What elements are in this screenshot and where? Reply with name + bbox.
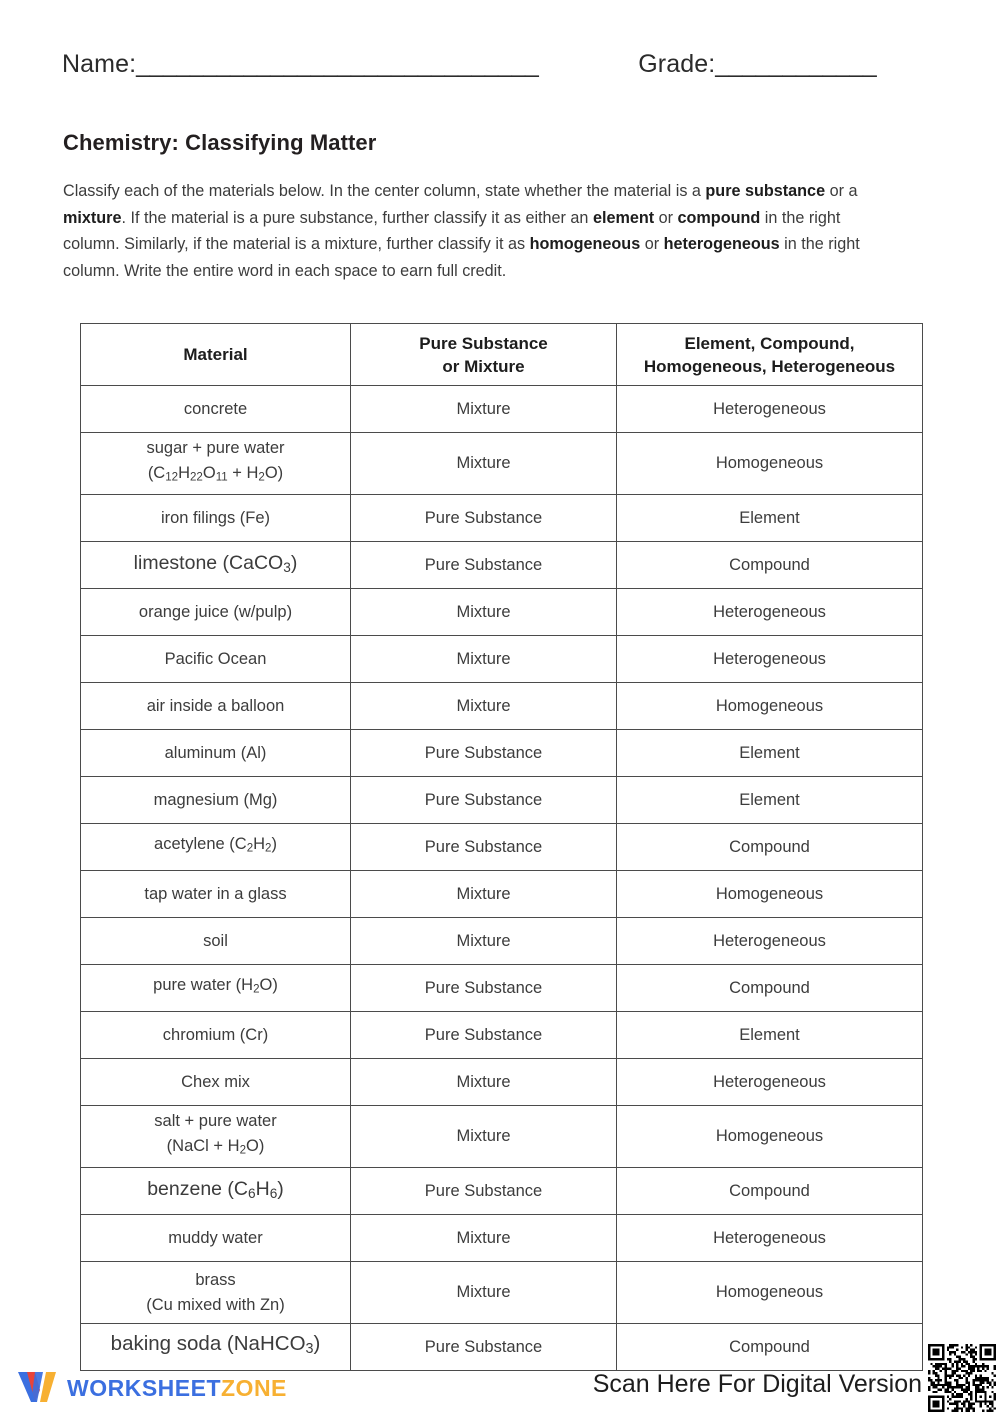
material-line: aluminum (Al) [164, 743, 267, 762]
cell-subtype[interactable]: Homogeneous [617, 683, 923, 730]
name-field[interactable] [62, 50, 538, 79]
table-row [81, 1168, 923, 1215]
cell-classification[interactable]: Mixture [351, 1106, 617, 1168]
cell-classification[interactable]: Mixture [351, 683, 617, 730]
cell-classification[interactable]: Mixture [351, 433, 617, 495]
name-blank-line: ______________________________ [136, 50, 539, 78]
table-body [81, 386, 923, 1371]
table-row [81, 730, 923, 777]
instruction-text: in the right column. Similarly, if the material is a mixture, further classify it as [63, 208, 841, 254]
instruction-keyword: element [592, 208, 655, 227]
instruction-keyword: pure substance [705, 182, 826, 200]
material-line: $(C_{12}H_{22}O_{11} + H_2O)$ [147, 464, 284, 484]
cell-material [81, 824, 351, 871]
cell-classification[interactable]: Mixture [351, 589, 617, 636]
cell-subtype[interactable]: Element [617, 495, 923, 542]
material-line: air inside a balloon [146, 696, 285, 715]
cell-subtype[interactable]: Heterogeneous [617, 589, 923, 636]
qr-code-icon[interactable] [928, 1344, 996, 1412]
material-line: sugar + pure water [146, 439, 285, 458]
cell-classification[interactable]: Pure Substance [351, 1012, 617, 1059]
table-row [81, 589, 923, 636]
material-line: acetylene $(C_2H_2)$ [154, 835, 277, 855]
cell-classification[interactable]: Pure Substance [351, 1168, 617, 1215]
table-row [81, 1262, 923, 1324]
cell-material [81, 1262, 351, 1324]
scan-instruction-text: Scan Here For Digital Version [592, 1370, 922, 1398]
instruction-text: in the right column. Write the entire word in each space to earn full credit. [63, 235, 860, 280]
material-line: muddy water [168, 1228, 263, 1247]
cell-material [81, 542, 351, 589]
instruction-keyword: mixture [63, 208, 122, 227]
column-header-material [81, 324, 351, 386]
cell-classification[interactable]: Pure Substance [351, 495, 617, 542]
cell-classification[interactable]: Mixture [351, 386, 617, 433]
classification-table-wrapper [80, 323, 922, 1371]
cell-subtype[interactable]: Heterogeneous [617, 386, 923, 433]
table-row [81, 1106, 923, 1168]
name-label: Name: [62, 50, 137, 78]
cell-material [81, 918, 351, 965]
cell-material [81, 1012, 351, 1059]
cell-classification[interactable]: Pure Substance [351, 542, 617, 589]
table-row [81, 433, 923, 495]
grade-blank-line: ____________ [715, 50, 877, 78]
table-row [81, 777, 923, 824]
material-line: iron filings (Fe) [160, 508, 271, 527]
cell-subtype[interactable]: Heterogeneous [617, 1215, 923, 1262]
table-row [81, 1215, 923, 1262]
cell-subtype[interactable]: Compound [617, 1168, 923, 1215]
instruction-text: or [654, 208, 678, 227]
grade-field[interactable] [638, 50, 876, 79]
instruction-keyword: homogeneous [529, 235, 641, 254]
cell-material [81, 495, 351, 542]
table-header-row [81, 324, 923, 386]
material-line: baking soda (NaHCO$_3$) [110, 1332, 321, 1358]
cell-classification[interactable]: Pure Substance [351, 1324, 617, 1371]
cell-material [81, 433, 351, 495]
table-row [81, 386, 923, 433]
cell-subtype[interactable]: Element [617, 730, 923, 777]
cell-classification[interactable]: Mixture [351, 918, 617, 965]
material-line: Pacific Ocean [164, 649, 267, 668]
cell-subtype[interactable]: Compound [617, 542, 923, 589]
cell-material [81, 965, 351, 1012]
instruction-text: Classify each of the materials below. In the center column, state whether the material is a [63, 182, 706, 200]
cell-classification[interactable]: Pure Substance [351, 965, 617, 1012]
cell-subtype[interactable]: Homogeneous [617, 433, 923, 495]
material-line: Chex mix [181, 1072, 250, 1091]
cell-classification[interactable]: Mixture [351, 1215, 617, 1262]
cell-classification[interactable]: Mixture [351, 1262, 617, 1324]
table-row [81, 542, 923, 589]
cell-subtype[interactable]: Element [617, 777, 923, 824]
table-row [81, 1324, 923, 1371]
column-header-element-compound-homogeneous-heterogeneous [617, 324, 923, 386]
instruction-text: or a [825, 182, 858, 200]
table-row [81, 965, 923, 1012]
column-header-pure-substance-or-mixture [351, 324, 617, 386]
cell-subtype[interactable]: Homogeneous [617, 1106, 923, 1168]
material-line: (Cu mixed with Zn) [146, 1295, 285, 1314]
column-header-col3-line2: Homogeneous, Heterogeneous [643, 356, 896, 376]
worksheet-zone-logo[interactable] [16, 1368, 287, 1408]
logo-w-mark-icon [16, 1368, 60, 1408]
table-row [81, 918, 923, 965]
material-line: chromium (Cr) [162, 1025, 269, 1044]
table-row [81, 871, 923, 918]
material-line: concrete [183, 399, 248, 418]
table-row [81, 683, 923, 730]
table-row [81, 636, 923, 683]
page-title: Chemistry: Classifying Matter [63, 130, 377, 155]
material-line: soil [203, 931, 228, 950]
instruction-text: or [640, 235, 664, 254]
cell-material [81, 871, 351, 918]
cell-subtype[interactable]: Homogeneous [617, 871, 923, 918]
logo-wordmark [67, 1375, 287, 1402]
cell-classification[interactable]: Pure Substance [351, 730, 617, 777]
cell-material [81, 1106, 351, 1168]
cell-subtype[interactable]: Heterogeneous [617, 1059, 923, 1106]
material-line: orange juice (w/pulp) [138, 602, 293, 621]
material-line: tap water in a glass [144, 884, 287, 903]
qr-code-graphic [928, 1344, 996, 1412]
cell-subtype[interactable]: Homogeneous [617, 1262, 923, 1324]
logo-word-zone: ZONE [221, 1374, 287, 1401]
cell-material [81, 1168, 351, 1215]
cell-subtype[interactable]: Heterogeneous [617, 636, 923, 683]
table-header [81, 324, 923, 386]
cell-material [81, 730, 351, 777]
instruction-keyword: heterogeneous [663, 235, 780, 254]
material-line: limestone (CaCO$_3$) [133, 551, 298, 575]
cell-classification[interactable]: Mixture [351, 1059, 617, 1106]
table-row [81, 1059, 923, 1106]
cell-material [81, 636, 351, 683]
material-line: salt + pure water [154, 1112, 277, 1131]
cell-material [81, 683, 351, 730]
table-row [81, 1012, 923, 1059]
page-footer [0, 1366, 1000, 1414]
column-header-col3-line1: Element, Compound, [684, 333, 855, 353]
column-header-col2-line1: Pure Substance [419, 333, 548, 353]
classification-table [80, 323, 923, 1371]
cell-subtype[interactable]: Heterogeneous [617, 918, 923, 965]
cell-classification[interactable]: Mixture [351, 636, 617, 683]
cell-classification[interactable]: Pure Substance [351, 777, 617, 824]
cell-subtype[interactable]: Compound [617, 1324, 923, 1371]
cell-material [81, 777, 351, 824]
material-line: magnesium (Mg) [153, 790, 278, 809]
cell-material [81, 1059, 351, 1106]
table-row [81, 495, 923, 542]
column-header-col2-line2: or Mixture [442, 356, 525, 376]
column-header-material-line1: Material [183, 345, 248, 364]
instructions-paragraph [63, 178, 875, 284]
cell-subtype[interactable]: Element [617, 1012, 923, 1059]
cell-subtype[interactable]: Compound [617, 824, 923, 871]
cell-material [81, 1324, 351, 1371]
instruction-keyword: compound [677, 208, 761, 227]
material-line: benzene $(C_6H_6)$ [147, 1177, 284, 1201]
instruction-text: . If the material is a pure substance, further classify it as either an [121, 208, 593, 227]
student-info-row [62, 50, 938, 79]
cell-material [81, 386, 351, 433]
cell-subtype[interactable]: Compound [617, 965, 923, 1012]
cell-material [81, 1215, 351, 1262]
logo-word-worksheet: WORKSHEET [67, 1374, 221, 1401]
cell-classification[interactable]: Mixture [351, 871, 617, 918]
material-line: brass [195, 1270, 236, 1289]
cell-material [81, 589, 351, 636]
table-row [81, 824, 923, 871]
cell-classification[interactable]: Pure Substance [351, 824, 617, 871]
material-line: (NaCl + $H_2O$) [166, 1137, 265, 1157]
grade-label: Grade: [638, 50, 716, 78]
material-line: pure water $(H_2O)$ [153, 976, 278, 996]
